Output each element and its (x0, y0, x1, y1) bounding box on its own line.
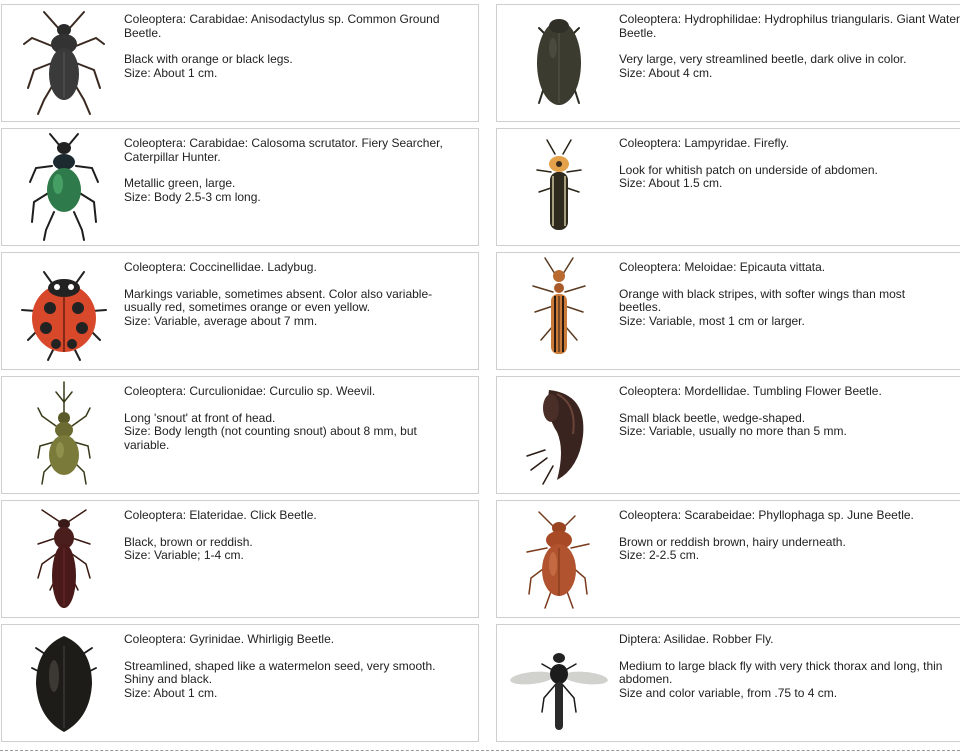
species-size: Size: About 1 cm. (124, 685, 218, 700)
species-description: Medium to large black fly with very thick thorax and long, thin (619, 658, 943, 673)
species-title: Coleoptera: Coccinellidae. Ladybug. (124, 260, 317, 274)
species-card (1, 4, 479, 122)
species-description: Streamlined, shaped like a watermelon seed, very smooth. (124, 658, 436, 673)
species-size: Size: Body 2.5-3 cm long. (124, 189, 261, 204)
species-card (496, 376, 960, 494)
species-size: Size: Variable, most 1 cm or larger. (619, 313, 805, 328)
species-size: Size: Variable; 1-4 cm. (124, 548, 244, 562)
caterpillar-hunter-icon (6, 131, 122, 243)
species-description: Brown or reddish brown, hairy underneath. (619, 534, 846, 549)
tumbling-flower-beetle-icon (501, 379, 617, 491)
species-description: Black, brown or reddish. (124, 534, 253, 549)
page-divider (0, 750, 960, 751)
ladybug-icon (6, 255, 122, 367)
blister-beetle-icon (501, 255, 617, 367)
whirligig-beetle-icon (6, 627, 122, 739)
species-size: Size: About 4 cm. (619, 65, 713, 80)
species-size: Size: Variable, average about 7 mm. (124, 313, 318, 328)
species-title: Diptera: Asilidae. Robber Fly. (619, 632, 774, 646)
species-title: Coleoptera: Hydrophilidae: Hydrophilus triangularis. Giant Water Beetle. (619, 12, 960, 40)
click-beetle-icon (6, 503, 122, 615)
ground-beetle-icon (6, 7, 122, 119)
species-description: beetles. (619, 300, 662, 314)
species-title: Coleoptera: Elateridae. Click Beetle. (124, 508, 317, 522)
species-size: Size: Variable, usually no more than 5 mm. (619, 424, 847, 438)
species-description: abdomen. (619, 672, 673, 686)
species-description: Black with orange or black legs. (124, 52, 293, 66)
water-beetle-icon (501, 7, 617, 119)
species-card (1, 252, 479, 370)
species-description: Markings variable, sometimes absent. Color also variable- (124, 286, 433, 301)
species-card (496, 500, 960, 618)
species-size: Size: About 1 cm. (124, 65, 218, 80)
firefly-icon (501, 131, 617, 243)
species-title: Coleoptera: Lampyridae. Firefly. (619, 136, 789, 150)
species-size: Size: Body length (not counting snout) about 8 mm, but (124, 424, 417, 438)
robber-fly-icon (501, 627, 617, 739)
species-title: Coleoptera: Scarabeidae: Phyllophaga sp. June Beetle. (619, 508, 914, 522)
species-size: Size: 2-2.5 cm. (619, 548, 700, 562)
species-description: Small black beetle, wedge-shaped. (619, 410, 806, 425)
species-card (496, 128, 960, 246)
species-description: Metallic green, large. (124, 176, 236, 190)
species-size: Size and color variable, from .75 to 4 cm. (619, 685, 838, 700)
june-beetle-icon (501, 503, 617, 615)
species-title: Coleoptera: Meloidae: Epicauta vittata. (619, 260, 826, 274)
species-size: Size: About 1.5 cm. (619, 176, 723, 190)
species-card (1, 128, 479, 246)
species-description: Orange with black stripes, with softer wings than most (619, 286, 906, 301)
species-card (496, 624, 960, 742)
species-size: variable. (124, 437, 170, 452)
species-card (1, 500, 479, 618)
species-description: Very large, very streamlined beetle, dark olive in color. (619, 52, 907, 66)
species-title: Coleoptera: Mordellidae. Tumbling Flower Beetle. (619, 384, 882, 398)
weevil-icon (6, 379, 122, 491)
species-title: Coleoptera: Carabidae: Calosoma scrutator. Fiery Searcher, Caterpillar Hunter. (124, 136, 443, 164)
species-title: Coleoptera: Carabidae: Anisodactylus sp. Common Ground Beetle. (124, 12, 440, 40)
species-description: usually red, sometimes orange or even yellow. (124, 300, 371, 314)
species-card (496, 4, 960, 122)
species-description: Long 'snout' at front of head. (124, 410, 276, 425)
species-card (1, 376, 479, 494)
species-card (496, 252, 960, 370)
species-description: Look for whitish patch on underside of abdomen. (619, 162, 878, 177)
species-title: Coleoptera: Curculionidae: Curculio sp. Weevil. (124, 384, 376, 398)
species-description: Shiny and black. (124, 672, 213, 686)
species-title: Coleoptera: Gyrinidae. Whirligig Beetle. (124, 632, 335, 646)
species-card (1, 624, 479, 742)
